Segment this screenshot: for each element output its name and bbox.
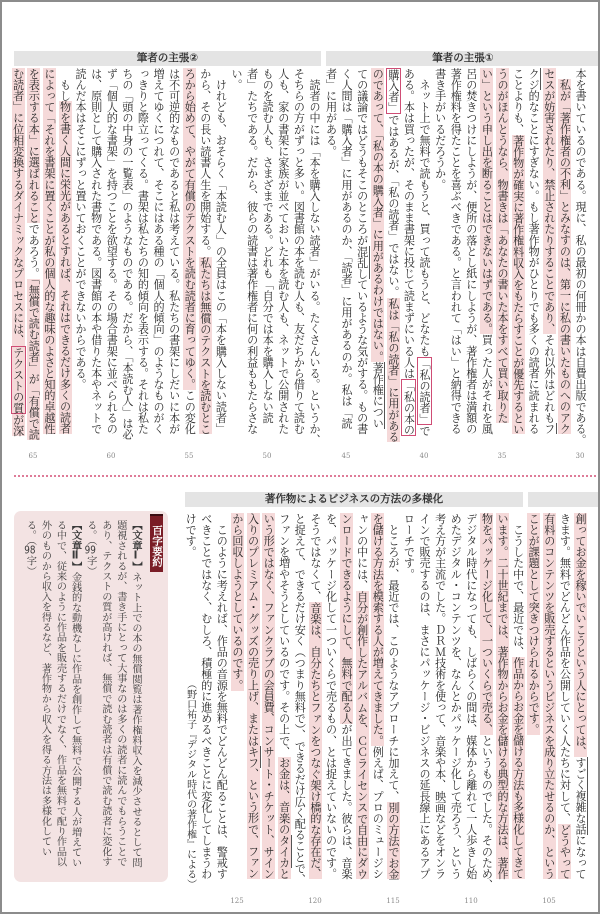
text-column <box>370 513 386 891</box>
highlighted-text: 入りのプレミアム・グッズの売り上げ、または <box>246 513 260 747</box>
text-segment: ローチです。 <box>402 513 416 580</box>
text-column <box>245 513 261 891</box>
highlighted-text: が深 <box>11 414 25 437</box>
text-column <box>291 68 307 448</box>
text-column <box>228 68 244 448</box>
sidelined-text: 著作権につい <box>371 362 385 429</box>
highlighted-sidelined-text: キフ <box>246 746 260 769</box>
text-segment: ネット上での本の無償閲覧は著作権料収入を減少させるとして問 <box>130 571 141 868</box>
sidelined-text: クジ <box>527 68 541 91</box>
boxed-text: 「私の本の <box>402 379 416 436</box>
highlighted-text: 私が「著作権者の不利」とみなすのは、第一に私の書いたものへのアク <box>558 79 572 435</box>
text-segment: 者」たちである。だから、彼らの読書は著作権者に何の利益ももたらさな <box>245 68 259 435</box>
text-column <box>463 513 479 891</box>
highlighted-text: 、という形で、ファン <box>246 768 260 880</box>
text-segment: を、パッケージ化して一ついくらで売るもの、とは捉えていないのです。 <box>324 513 338 880</box>
highlighted-text: 著作物が確実に著作権料収入をもたらすことが優先するとい <box>511 134 525 435</box>
text-column <box>526 68 542 448</box>
text-column <box>26 68 42 448</box>
text-segment: ある。本は買ったが、そのまま書架に投じて読まずにいる人は <box>402 68 416 379</box>
section-header-author-claim-1: 筆者の主張① <box>326 51 600 66</box>
text-segment: べきことではなく、むしろ、積極的に進めるべきことに変化してしまうわ <box>199 513 213 880</box>
text-segment: この変化 <box>183 389 197 435</box>
text-column <box>557 68 573 448</box>
text-column <box>370 68 386 448</box>
highlighted-text: 「無償で読む読者」が「有償で読 <box>27 278 41 440</box>
highlighted-text: セスが妨害されたり、禁止されたりすることであり、 <box>542 68 556 335</box>
text-column <box>526 513 542 891</box>
text-segment: は不可逆的なものであると私は考えている。私たちの書架にしだいに本が <box>167 68 181 435</box>
text-segment: から、その長い読書人生を開始する。 <box>198 68 212 257</box>
line-number: 45 <box>341 452 351 460</box>
text-column <box>339 513 355 891</box>
summary-label-tag: 百字要約 <box>150 514 163 572</box>
text-segment: もし <box>58 68 72 102</box>
boxed-text: 「私の読者」 <box>418 357 432 425</box>
text-column <box>166 68 182 448</box>
section-header-business-diversification: 著作物によるビジネスの方法の多様化 <box>185 492 523 507</box>
text-segment: 呂の焚きつけにしようが、便所の落とし紙にしようが、著作権者は満額の <box>464 68 478 435</box>
highlighted-text: お金は、音楽の <box>277 757 291 835</box>
text-segment: インで販売するのは、まさにパッケージ・ビジネスの延長線上にあるアプ <box>418 513 432 880</box>
line-number: 65 <box>28 452 38 460</box>
text-segment: けれども、おそらく「本読む人」の全員はこの「本を購入しない読者」 <box>214 68 228 435</box>
text-segment: であろう。 <box>27 223 41 279</box>
text-column <box>494 513 510 891</box>
line-number: 115 <box>386 897 400 905</box>
text-segment: ちの「頭の中身の一覧表」のようなものである。だから、「本読む人」は必 <box>120 68 134 440</box>
text-segment: けです。 <box>184 513 198 558</box>
highlighted-text: 自分が創作したアルバムを、ＣＣライセンスで自由にダウ <box>355 590 369 880</box>
text-segment: めたデジタル・コンテンツを、なんとかパッケージ化して売ろう、という <box>449 513 463 880</box>
text-column <box>198 513 214 891</box>
text-block-author-claim-2 <box>10 68 322 448</box>
text-column <box>463 68 479 448</box>
highlighted-text: いう形ではなく、ファンクラブの会員費、コンサート・チケット、サイン <box>262 513 276 880</box>
text-segment: ているような気がする。もの書 <box>355 278 369 435</box>
highlighted-text: によって「それを書架に置くことが私の個人的な趣味のよさと知的卓越性 <box>42 68 56 435</box>
summary-column <box>22 520 37 876</box>
text-column <box>541 513 557 891</box>
highlighted-text: ろから始めて、やがて有償のテクストを読む読者に育ってゆく。 <box>183 68 197 390</box>
text-column <box>323 513 339 891</box>
highlighted-text: から回収しようとしているのです。 <box>230 513 244 691</box>
summary-column <box>37 520 52 876</box>
text-column <box>10 68 26 448</box>
line-number: 55 <box>184 452 194 460</box>
text-block-author-claim-1 <box>322 68 588 448</box>
highlighted-text: のであって、「私の本の購入者」に用があるわけではない。 <box>371 68 385 363</box>
text-segment: い。 <box>230 68 244 91</box>
summary-section-label: 【文章Ⅱ】 <box>69 520 81 572</box>
text-segment: 金銭的な動機なしに作品を創作して無料で公開する人が増えてい <box>69 571 81 868</box>
boxed-highlighted-text: テクストの質 <box>11 346 25 414</box>
text-segment: 著作権料を得たことを喜ぶべきである。と言われて「はい」と納得できる <box>449 68 463 435</box>
highlighted-text: 物を書く人間に栄光があるとすれば、それはできるだけ多くの読者 <box>58 101 72 435</box>
text-column <box>432 68 448 448</box>
line-number: 40 <box>419 452 429 460</box>
boxed-text: 購入者」 <box>386 69 400 114</box>
character-count: 98 <box>24 545 36 556</box>
line-number: 110 <box>464 897 478 905</box>
summary-column <box>128 520 143 876</box>
text-column <box>385 68 401 448</box>
text-segment: ファンを増やそうとしているのです。その上で、 <box>277 513 291 758</box>
text-column <box>385 513 401 891</box>
text-segment: あり、テクストの質が高ければ、無償で読む読者は有償で読む読者に変化す <box>99 520 111 867</box>
text-column <box>88 68 104 448</box>
highlighted-text: うのがほんとうなら、物書きは「あなたの書いた本をすべて買い取りた <box>496 68 510 424</box>
highlighted-text: を儲ける方法を模索する人が増えてきました。 <box>371 513 385 747</box>
text-segment: 外のものから収入を得るなど、著作物から収入を得る方法は多様化してい <box>39 520 51 857</box>
text-column <box>307 513 323 891</box>
line-number: 120 <box>308 897 322 905</box>
text-segment: 人も、家の書架に家族が並べておいた本を読む人も、ネットで公開された <box>276 68 290 435</box>
text-segment: る。（ <box>84 520 96 546</box>
text-segment: 題視されるが、書き手にとって大事なのは多くの読者に読んでもらうことで <box>114 520 126 867</box>
text-segment: きます。無料でどんどん作品を公開していく人たちに対して、 <box>558 513 572 824</box>
text-column <box>244 68 260 448</box>
text-column <box>416 513 432 891</box>
text-segment: る。（ <box>24 520 36 546</box>
summary-column <box>68 520 83 876</box>
text-column <box>432 513 448 891</box>
highlighted-text: 別の方法でお金 <box>386 801 400 880</box>
summary-column <box>52 520 67 876</box>
text-column <box>479 513 495 891</box>
text-column <box>479 68 495 448</box>
text-segment: ネット上で無料で読もうと、買って読もうと、どなたも <box>418 68 432 357</box>
text-segment: ではあるが、「私の読者」ではない。 <box>386 114 400 298</box>
highlighted-text: 創ってお金を稼いでいこうという人にとっては、 <box>574 513 587 758</box>
text-segment: になって <box>574 834 587 880</box>
text-column <box>275 68 291 448</box>
text-column <box>416 68 432 448</box>
text-segment: 字） <box>24 555 36 577</box>
line-number: 35 <box>497 452 507 460</box>
sidelined-text: 混乱し <box>355 245 369 279</box>
text-column <box>541 68 557 448</box>
line-number: 125 <box>230 897 244 905</box>
text-column <box>354 513 370 891</box>
highlighted-text: と <box>277 868 291 880</box>
text-segment: で <box>418 425 432 437</box>
text-column <box>572 68 588 448</box>
highlighted-text: 私たちは無償のテクストを読むとこ <box>198 256 212 435</box>
text-column <box>197 68 213 448</box>
continuation-header-bar <box>528 492 600 507</box>
highlighted-text: どうやって <box>558 823 572 880</box>
text-segment: 書き手がいるだろうか。 <box>433 68 447 191</box>
text-column <box>260 68 276 448</box>
text-column <box>213 68 229 448</box>
text-segment <box>558 68 571 79</box>
text-segment: っきりと際立ってくる。書架は私たちの知的傾向を表示する。それは私た <box>136 68 150 435</box>
text-column <box>557 513 573 891</box>
text-segment: 例えば、プロのミュージシ <box>371 746 385 880</box>
text-column <box>494 68 510 448</box>
text-column <box>104 68 120 448</box>
text-column <box>135 68 151 448</box>
line-number: 30 <box>575 452 585 460</box>
text-block-business-diversification <box>182 513 588 891</box>
text-segment: 本を書いているのである。現に、私の最初の何冊かの本は自費出版である。 <box>574 68 587 446</box>
text-column <box>292 513 308 891</box>
text-segment: ての議論ではどうもそこのところが <box>355 68 369 246</box>
text-segment: ず「個人的な書架」を持つことを欲望する。その場合書架に並べられるの <box>105 68 119 435</box>
line-number: 50 <box>262 452 272 460</box>
section-header-author-claim-2: 筆者の主張② <box>14 51 321 66</box>
summary-column <box>83 520 98 876</box>
text-column <box>229 513 245 891</box>
text-column <box>510 513 526 891</box>
text-column <box>261 513 277 891</box>
text-segment: が出てきました。彼らは、音楽 <box>340 723 354 880</box>
text-column <box>354 68 370 448</box>
highlighted-text: い」という申し出を断ることはできないはずである。 <box>480 68 494 335</box>
source-citation: （野口祐子『デジタル時代の著作権』による） <box>184 679 196 889</box>
text-segment: そうではなくて、 <box>308 513 322 602</box>
summary-section-label: 【文章Ⅰ】 <box>130 520 141 572</box>
highlighted-text: います。二十世紀までは、著作物からお金を儲ける典型的な方法は、著作 <box>496 513 510 880</box>
highlighted-sidelined-text: タイカ <box>277 834 291 869</box>
text-column <box>214 513 230 891</box>
text-segment: というものでした。そのため、 <box>480 735 494 891</box>
highlighted-text: ンロードできるようにして、無料で配る人 <box>340 513 354 724</box>
text-column <box>57 68 73 448</box>
text-column <box>339 68 355 448</box>
text-column <box>448 68 464 448</box>
text-segment: そちらの方がずっと多い。図書館の本を読む人も、友だちから借りて読む <box>292 68 306 435</box>
text-segment: と捉えて、できるだけ安く（つまり無料で）、できるだけ広く配ることで、 <box>293 513 307 885</box>
text-segment: 読者の中には「本を購入しない読者」がいる。たくさんいる。というか、 <box>308 68 321 446</box>
sidelined-text: すごく複雑な話 <box>574 757 587 835</box>
text-column <box>182 68 198 448</box>
text-segment: こうした中で、最近では、 <box>511 513 525 658</box>
text-column <box>73 68 89 448</box>
line-number: 105 <box>542 897 556 905</box>
text-segment: は、原則として購入された書物である。図書館の本や借りた本やネットで <box>89 68 103 435</box>
line-number: 60 <box>106 452 116 460</box>
text-segment: 考え方が主流でした。ＤＲＭ技術を使って、音楽や本、映画などをオンラ <box>433 513 447 880</box>
text-column <box>41 68 57 448</box>
text-segment: 読んだ本はそこにずっと置いておくことができないからである。 <box>74 68 88 390</box>
text-column <box>401 513 417 891</box>
character-count: 99 <box>84 545 96 556</box>
text-column <box>572 513 588 891</box>
text-segment: る中で、従来のように作品を販売するだけでなく、作品を無料で配り作品以 <box>54 520 66 867</box>
text-segment: このように考えれば、作品の音源を無料でどんどん配ることは、警戒す <box>215 513 229 880</box>
text-segment: デジタル時代になっても、しばらくの間は、媒体から離れて一人歩きし始 <box>464 513 478 880</box>
text-segment: 字） <box>84 555 96 577</box>
section-divider <box>14 475 600 477</box>
text-segment: ャンの中には、 <box>355 513 369 591</box>
text-column <box>119 68 135 448</box>
highlighted-text: ことが課題として突きつけられるからです。 <box>527 513 541 735</box>
highlighted-text: 音楽は、自分たちとファンをつなぐ架け橋的な存在だ、 <box>308 601 322 880</box>
text-column <box>306 68 322 448</box>
summary-column <box>98 520 113 876</box>
text-column <box>510 68 526 448</box>
text-segment: く人間は「購入者」に用があるのか、「読者」に用があるのか。私は「読 <box>340 68 354 429</box>
text-column <box>323 68 339 448</box>
summary-column <box>113 520 128 876</box>
text-column <box>150 68 166 448</box>
highlighted-text: 物をパッケージ化して、一ついくらで売る、 <box>480 513 494 735</box>
text-column <box>448 513 464 891</box>
text-column <box>276 513 292 891</box>
highlighted-text: む読者」に位相変換するダイナミックなプロセスには、 <box>11 68 25 346</box>
text-segment: ことよりも、 <box>511 68 525 135</box>
summary-text-block <box>22 520 143 876</box>
text-segment: 増えてゆくにつれて、そこにはある種の「個人的傾向」のようなものがく <box>152 68 166 435</box>
text-column <box>401 68 417 448</box>
highlighted-text: 作品からお金を儲ける方法も多様化してきて <box>511 657 525 880</box>
text-segment: 買った人がそれを風 <box>480 334 494 435</box>
text-segment: 的なことにすぎない。もし著作物がひとりでも多くの読者に読まれる <box>527 90 541 435</box>
text-segment: ものを読む人も、さまざまである。どれも「自分では本を購入しない読 <box>261 68 275 424</box>
text-segment: ところが、最近では、このようなアプローチに加えて、 <box>386 513 400 802</box>
text-segment: それ以外はどれも <box>542 334 556 424</box>
highlighted-text: 有料のコンテンツを販売するというビジネスを成り立たせるのか、という <box>542 513 556 880</box>
text-segment: 者」に用がある。 <box>324 68 338 157</box>
highlighted-text: 私は「私の読者」に用がある <box>386 297 400 442</box>
sidelined-text: フ <box>542 423 556 435</box>
highlighted-text: を表示する本」に選ばれること <box>27 68 41 224</box>
